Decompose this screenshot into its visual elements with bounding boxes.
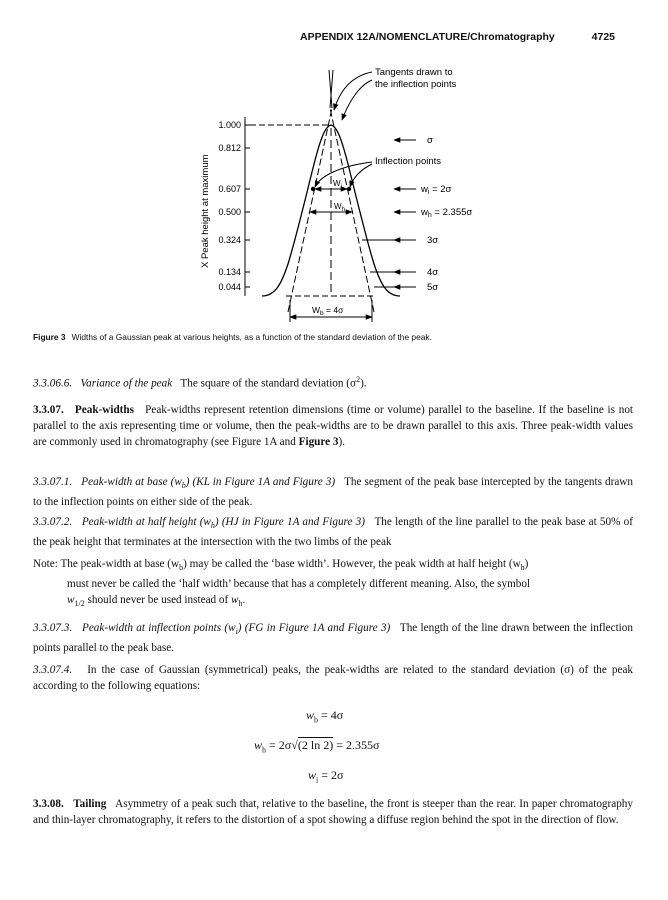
gaussian-curve [262,125,400,296]
s7-number: 3.3.08. [33,798,64,810]
tick-label-1000: 1.000 [218,120,241,130]
equation-wb: $w_b = 4\sigma$ [306,708,344,725]
wh-inner-label: $W_h$ [334,202,345,213]
section-3-3-07-2 [33,514,633,550]
section-3-3-07-3 [33,620,633,656]
wi-right-label: $w_i = 2\sigma$ [421,184,452,196]
tangent-note-pointer-1 [334,72,372,110]
note-line-3: $w_{1/2}$ should never be used instead of $w_h$. [67,594,246,609]
s3-title: Peak-width at base $(w_b)$ (KL in Figure 1A and Figure 3) [81,476,336,491]
s1-text: The square of the standard deviation (σ [180,377,357,390]
s2-title: Peak-widths [74,404,134,416]
s1-end: ). [360,377,367,390]
tangent-note-line1: Tangents drawn to [375,67,453,78]
inflection-note-pointer-1 [315,162,372,187]
figure-caption-text: Widths of a Gaussian peak at various heights, as a function of the standard deviation of the peak. [71,332,432,342]
s5-title: Peak-width at inflection points $(w_i)$ (FG in Figure 1A and Figure 3) [82,622,391,637]
left-tangent-line [288,108,332,312]
sqrt-sign: √ [291,738,298,752]
note-block: Note: The peak-width at base $(w_b)$ may be called the ‘base width’. However, the peak width at half height $(w_h)$ must never be called the ‘half width’ because that has a completely different meaning. Also, the symbol $w_{1/2}$ should never be used instead of $w_h$. [33,556,633,612]
s3-number: 3.3.07.1. [33,476,73,488]
sigma-label: σ [427,135,433,146]
equation-wh: $w_h = 2\sigma√(2$ ln 2) = 2.355σ [254,738,380,755]
tick-label-0812: 0.812 [218,143,241,153]
page-number: 4725 [591,31,615,43]
inflection-note: Inflection points [375,156,442,167]
s5-number: 3.3.07.3. [33,622,73,634]
section-3-3-07 [33,402,633,450]
tick-label-0134: 0.134 [218,267,241,277]
s7-title: Tailing [73,798,107,810]
section-3-3-06-6 [33,372,633,392]
tick-label-0044: 0.044 [218,282,241,292]
s2-text: Peak-widths represent retention dimensions (time or volume) parallel to the baseline. If the baseline is not parallel to the axis representing time or volume, then the peak-widths are to be drawn parallel to this axis. Three peak-width values are commonly used in chromatography (see Figure 1A and [33,404,634,448]
s4-title: Peak-width at half height $(w_h)$ (HJ in Figure 1A and Figure 3) [81,516,365,531]
y-axis-label: X Peak height at maximum [200,154,211,268]
s2-end: ). [338,436,346,448]
s6-text: In the case of Gaussian (symmetrical) peaks, the peak-widths are related to the standard deviation (σ) of the peak according to the following equations: [33,664,633,692]
section-3-3-07-4 [33,662,633,694]
inflection-point-left [311,187,315,191]
s6-number: 3.3.07.4. [33,664,73,676]
inflection-point-right [347,187,351,191]
wh-right-label: $w_h = 2.355\sigma$ [421,207,473,219]
s5-text: The length of the line drawn between the inflection points parallel to the peak base. [33,622,633,655]
wi-inner-label: $W_i$ [333,179,342,190]
s1-title: Variance of the peak [80,377,173,390]
equation-wi: $w_i = 2\sigma$ [308,768,344,785]
figure-caption-label: Figure 3 [33,332,66,342]
tick-label-0500: 0.500 [218,207,241,217]
s2-number: 3.3.07. [33,404,64,416]
4sigma-label: 4σ [427,267,439,278]
section-3-3-08 [33,796,633,828]
3sigma-label: 3σ [427,235,439,246]
tick-label-0324: 0.324 [218,235,241,245]
5sigma-label: 5σ [427,282,439,293]
wb-label: $W_b = 4\sigma$ [312,305,344,317]
s1-sup: 2 [356,375,361,384]
tick-label-0607: 0.607 [218,184,241,194]
header-title: APPENDIX 12A/NOMENCLATURE/Chromatography [300,31,555,43]
s7-text: Asymmetry of a peak such that, relative to the baseline, the front is steeper than the rear. In paper chromatography and thin-layer chromatography, it refers to the distortion of a spot showing a diffuse region behind the spot in the direction of flow. [33,798,633,826]
section-3-3-07-1 [33,474,633,510]
s4-number: 3.3.07.2. [33,516,73,528]
s1-number: 3.3.06.6. [33,377,73,390]
s3-text: The segment of the peak base intercepted by the tangents drawn to the inflection points on either side of the peak. [33,476,633,509]
gaussian-peak-figure [0,0,668,340]
tick-marks [245,125,250,287]
figure-caption [33,332,633,342]
tangent-note-line2: the inflection points [375,79,457,90]
note-line-2: must never be called the ‘half width’ because that has a completely different meaning. Also, the symbol [67,578,531,591]
s4-text: The length of the line parallel to the peak base at 50% of the peak height that terminates at the intersection with the two limbs of the peak [33,516,633,549]
s2-figure-link[interactable]: Figure 3 [298,436,339,448]
